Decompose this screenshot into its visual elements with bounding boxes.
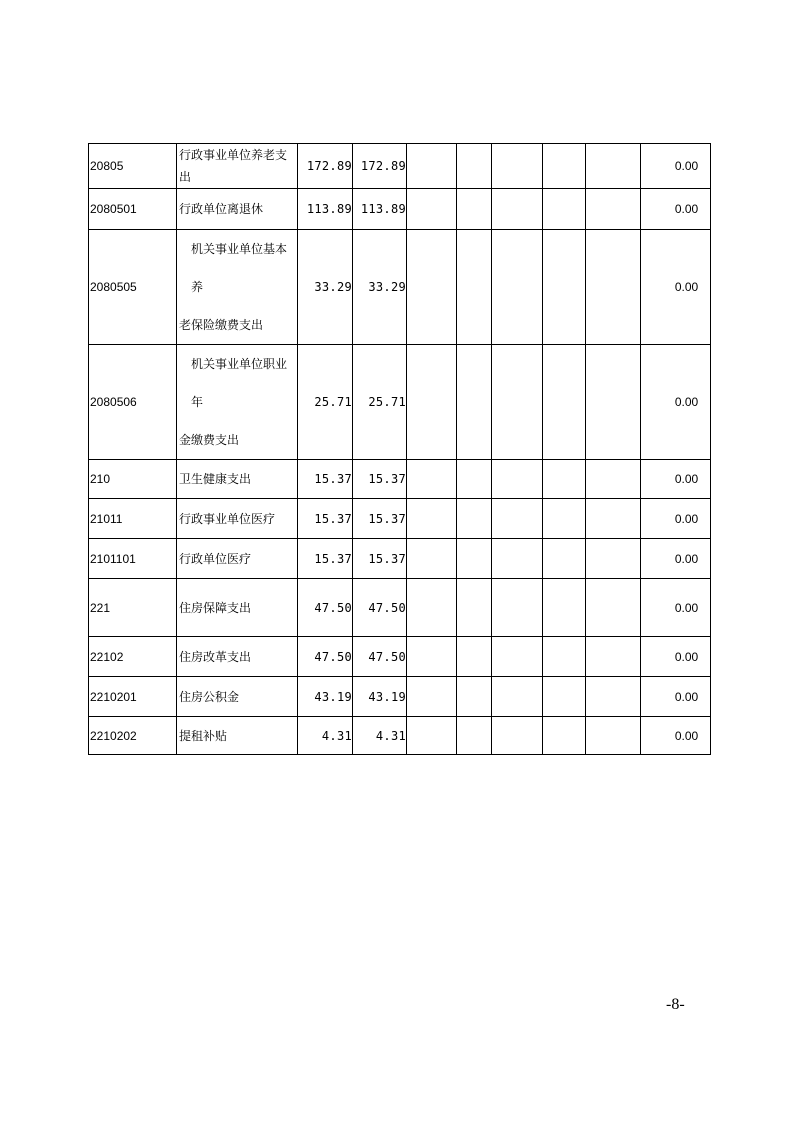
empty-cell: [407, 539, 457, 579]
empty-cell: [407, 579, 457, 637]
table-row: [89, 499, 711, 539]
name-cell: 行政事业单位医疗: [177, 499, 298, 539]
total-cell: 47.50: [298, 579, 353, 637]
name-line-2: 金缴费支出: [179, 433, 240, 447]
last-cell: 0.00: [641, 144, 711, 189]
empty-cell: [492, 677, 543, 717]
empty-cell: [586, 579, 641, 637]
empty-cell: [457, 144, 492, 189]
empty-cell: [407, 345, 457, 460]
code-cell: 20805: [89, 144, 177, 189]
basic-cell: 172.89: [353, 144, 407, 189]
empty-cell: [543, 717, 586, 755]
empty-cell: [407, 460, 457, 499]
table-row: [89, 189, 711, 230]
empty-cell: [586, 539, 641, 579]
empty-cell: [543, 637, 586, 677]
total-cell: 172.89: [298, 144, 353, 189]
table-row: [89, 539, 711, 579]
empty-cell: [492, 230, 543, 345]
empty-cell: [586, 144, 641, 189]
code-cell: 22102: [89, 637, 177, 677]
empty-cell: [457, 499, 492, 539]
name-cell: 住房改革支出: [177, 637, 298, 677]
basic-cell: 113.89: [353, 189, 407, 230]
empty-cell: [492, 637, 543, 677]
empty-cell: [457, 637, 492, 677]
basic-cell: 15.37: [353, 539, 407, 579]
name-cell: [177, 345, 298, 460]
empty-cell: [543, 677, 586, 717]
table-row: [89, 579, 711, 637]
last-cell: 0.00: [641, 345, 711, 460]
basic-cell: 25.71: [353, 345, 407, 460]
name-cell: 住房保障支出: [177, 579, 298, 637]
empty-cell: [492, 717, 543, 755]
empty-cell: [543, 579, 586, 637]
empty-cell: [492, 460, 543, 499]
basic-cell: 4.31: [353, 717, 407, 755]
table-row: [89, 460, 711, 499]
table-row: [89, 717, 711, 755]
empty-cell: [492, 579, 543, 637]
empty-cell: [492, 144, 543, 189]
total-cell: 15.37: [298, 460, 353, 499]
total-cell: 43.19: [298, 677, 353, 717]
empty-cell: [586, 717, 641, 755]
code-cell: 2101101: [89, 539, 177, 579]
last-cell: 0.00: [641, 717, 711, 755]
empty-cell: [586, 637, 641, 677]
total-cell: 113.89: [298, 189, 353, 230]
empty-cell: [492, 499, 543, 539]
empty-cell: [457, 189, 492, 230]
total-cell: 15.37: [298, 499, 353, 539]
empty-cell: [407, 717, 457, 755]
empty-cell: [543, 144, 586, 189]
table-row: [89, 345, 711, 460]
empty-cell: [407, 499, 457, 539]
code-cell: 2210201: [89, 677, 177, 717]
empty-cell: [457, 579, 492, 637]
code-cell: 2080505: [89, 230, 177, 345]
empty-cell: [407, 230, 457, 345]
basic-cell: 15.37: [353, 499, 407, 539]
code-cell: 210: [89, 460, 177, 499]
total-cell: 25.71: [298, 345, 353, 460]
empty-cell: [586, 499, 641, 539]
empty-cell: [492, 189, 543, 230]
code-cell: 2210202: [89, 717, 177, 755]
table-row: [89, 637, 711, 677]
empty-cell: [543, 345, 586, 460]
basic-cell: 43.19: [353, 677, 407, 717]
last-cell: 0.00: [641, 499, 711, 539]
code-cell: 221: [89, 579, 177, 637]
name-cell: [177, 230, 298, 345]
last-cell: 0.00: [641, 637, 711, 677]
empty-cell: [586, 345, 641, 460]
empty-cell: [543, 499, 586, 539]
empty-cell: [586, 189, 641, 230]
name-cell: 行政单位离退休: [177, 189, 298, 230]
empty-cell: [407, 637, 457, 677]
name-cell: 行政单位医疗: [177, 539, 298, 579]
empty-cell: [586, 230, 641, 345]
basic-cell: 33.29: [353, 230, 407, 345]
last-cell: 0.00: [641, 460, 711, 499]
empty-cell: [586, 460, 641, 499]
budget-table: [88, 143, 711, 755]
total-cell: 4.31: [298, 717, 353, 755]
total-cell: 33.29: [298, 230, 353, 345]
empty-cell: [407, 189, 457, 230]
empty-cell: [457, 230, 492, 345]
name-line-1: 机关事业单位职业年: [191, 357, 288, 409]
code-cell: 2080501: [89, 189, 177, 230]
code-cell: 21011: [89, 499, 177, 539]
empty-cell: [586, 677, 641, 717]
empty-cell: [457, 345, 492, 460]
table-row: [89, 230, 711, 345]
empty-cell: [457, 539, 492, 579]
name-cell: 卫生健康支出: [177, 460, 298, 499]
last-cell: 0.00: [641, 677, 711, 717]
empty-cell: [543, 539, 586, 579]
table-row: [89, 677, 711, 717]
basic-cell: 15.37: [353, 460, 407, 499]
basic-cell: 47.50: [353, 637, 407, 677]
last-cell: 0.00: [641, 230, 711, 345]
empty-cell: [543, 460, 586, 499]
empty-cell: [492, 539, 543, 579]
name-cell: 行政事业单位养老支出: [177, 144, 298, 189]
basic-cell: 47.50: [353, 579, 407, 637]
name-cell: 提租补贴: [177, 717, 298, 755]
empty-cell: [492, 345, 543, 460]
last-cell: 0.00: [641, 189, 711, 230]
total-cell: 15.37: [298, 539, 353, 579]
empty-cell: [407, 144, 457, 189]
empty-cell: [543, 230, 586, 345]
total-cell: 47.50: [298, 637, 353, 677]
empty-cell: [457, 677, 492, 717]
empty-cell: [543, 189, 586, 230]
name-cell: 住房公积金: [177, 677, 298, 717]
last-cell: 0.00: [641, 579, 711, 637]
empty-cell: [457, 460, 492, 499]
name-line-2: 老保险缴费支出: [179, 318, 264, 332]
empty-cell: [457, 717, 492, 755]
name-line-1: 机关事业单位基本养: [191, 242, 288, 294]
empty-cell: [407, 677, 457, 717]
page-number: -8-: [666, 996, 685, 1013]
table-row: [89, 144, 711, 189]
code-cell: 2080506: [89, 345, 177, 460]
last-cell: 0.00: [641, 539, 711, 579]
